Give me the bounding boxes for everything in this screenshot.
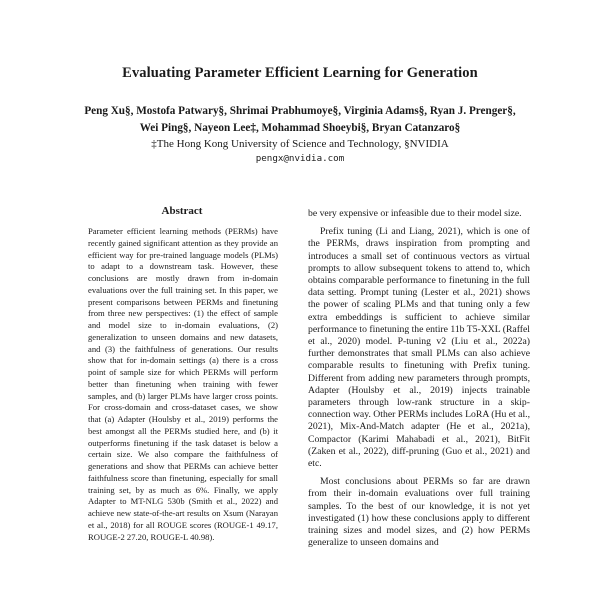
body-paragraph: be very expensive or infeasible due to their model size. (308, 208, 522, 219)
contact-email: pengx@nvidia.com (255, 153, 345, 164)
affiliation: ‡The Hong Kong University of Science and Technology, §NVIDIA (151, 138, 449, 150)
author-line-2: Wei Ping§, Nayeon Lee‡, Mohammad Shoeybi§, Bryan Catanzaro§ (139, 122, 461, 134)
body-paragraph: Most conclusions about PERMs so far are drawn from their in-domain evaluations over full training samples. To the best of our knowledge, it is not yet investigated (1) how these conclusions apply to different training sizes and model sizes, and (2) how PERMs generalize to unseen domains and (308, 476, 530, 549)
author-line-1: Peng Xu§, Mostofa Patwary§, Shrimai Prabhumoye§, Virginia Adams§, Ryan J. Prenger§, (84, 105, 516, 117)
abstract-heading: Abstract (161, 205, 203, 217)
paper-title: Evaluating Parameter Efficient Learning for Generation (122, 65, 478, 81)
body-column-right (308, 208, 530, 549)
author-list (40, 103, 560, 137)
abstract-text: Parameter efficient learning methods (PERMs) have recently gained significant attention as they provide an efficient way for pre-trained language models (PLMs) to adapt to a downstream task. However, these conclusions are mostly drawn from in-domain evaluations over the full training set. In this paper, we present comparisons between PERMs and finetuning from three new perspectives: (1) the effect of sample and model size to in-domain evaluations, (2) generalization to unseen domains and new datasets, and (3) the faithfulness of generations. Our results show that for in-domain settings (a) there is a cross point of sample size for which PERMs will perform better than finetuning when training with fewer samples, and (b) larger PLMs have larger cross points. For cross-domain and cross-dataset cases, we show that (a) Adapter (Houlsby et al., 2019) performs the best amongst all the PERMs studied here, and (b) it outperforms finetuning if the task dataset is below a certain size. We also compare the faithfulness of generations and show that PERMs can achieve better faithfulness score than finetuning, especially for small training set, by as much as 6%. Finally, we apply Adapter to MT-NLG 530b (Smith et al., 2022) and achieve new state-of-the-art results on Xsum (Narayan et al., 2018) for all ROUGE scores (ROUGE-1 49.17, ROUGE-2 27.20, ROUGE-L 40.98). (88, 226, 278, 542)
body-paragraph: Prefix tuning (Li and Liang, 2021), which is one of the PERMs, draws inspiration from prompting and introduces a small set of continuous vectors as virtual prompts to allow subsequent tokens to attend to, which obtains comparable performance to finetuning in the full data setting. Prompt tuning (Lester et al., 2021) shows the power of scaling PLMs and that tuning only a few extra embeddings is sufficient to achieve similar performance to finetuning the entire 11b T5-XXL (Raffel et al., 2020) model. P-tuning v2 (Liu et al., 2022a) further demonstrates that small PLMs can also achieve comparable results to finetuning with Prefix tuning. Different from adding new parameters through prompts, Adapter (Houlsby et al., 2019) injects trainable parameters through low-rank structure in a skip-connection way. Other PERMs includes LoRA (Hu et al., 2021), Mix-And-Match adapter (He et al., 2021a), Compactor (Karimi Mahabadi et al., 2021), BitFit (Zaken et al., 2022), diff-pruning (Guo et al., 2021) and etc. (308, 226, 530, 470)
